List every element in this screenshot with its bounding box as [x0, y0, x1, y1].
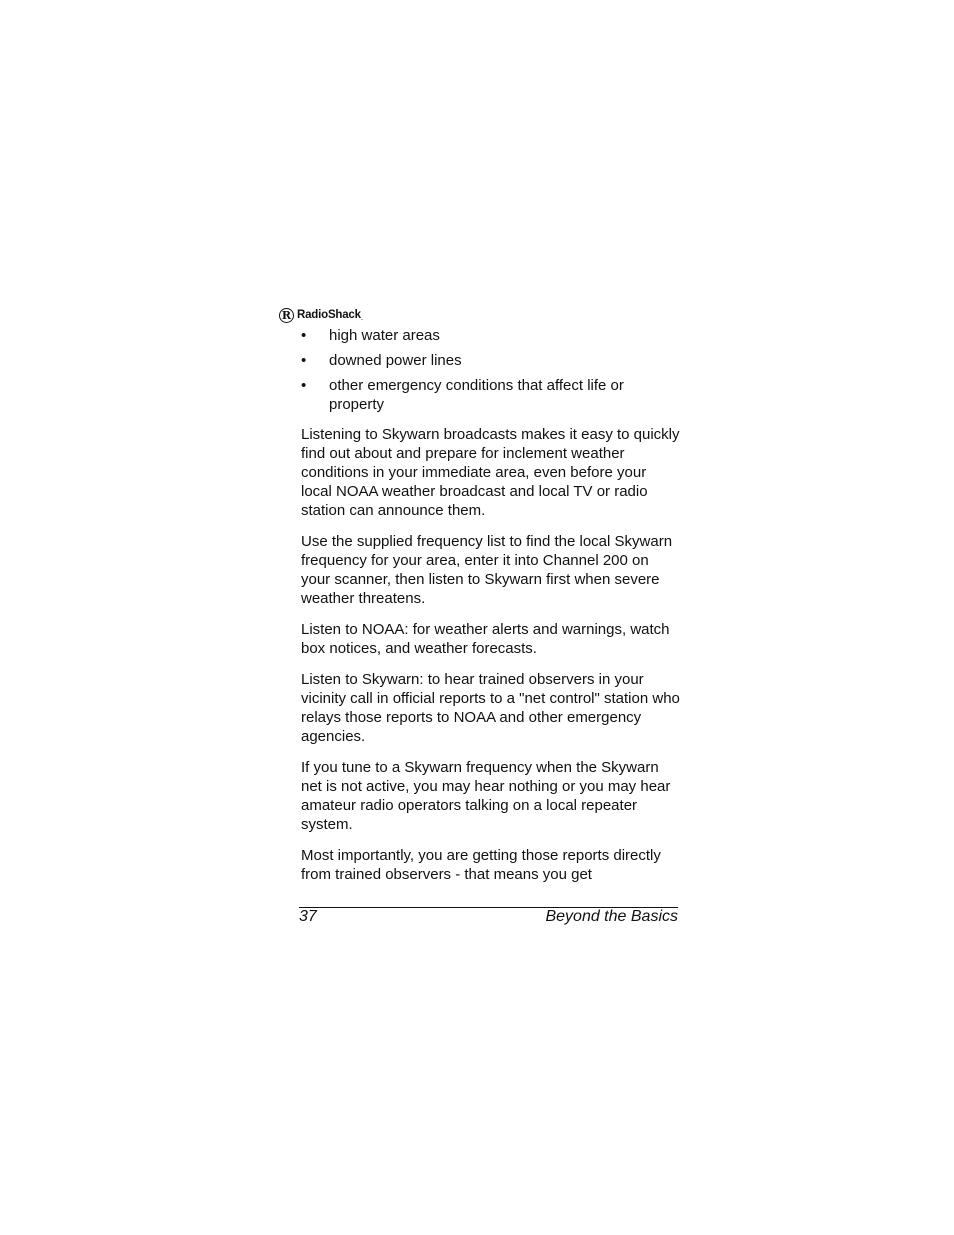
section-title: Beyond the Basics — [545, 908, 678, 925]
list-item-text: other emergency conditions that affect life or property — [329, 377, 624, 413]
bullet-icon: • — [301, 377, 307, 394]
radioshack-logo — [279, 306, 363, 324]
registered-r-icon: R — [279, 308, 294, 323]
page-footer — [299, 907, 678, 926]
list-item-text: high water areas — [329, 327, 440, 344]
list-item — [301, 351, 681, 370]
list-item — [301, 376, 681, 414]
page-number: 37 — [299, 908, 317, 925]
logo-dot: . — [360, 313, 364, 322]
paragraph: If you tune to a Skywarn frequency when the Skywarn net is not active, you may hear nothing or you may hear amateur radio operators talking on a local repeater system. — [301, 759, 671, 833]
list-item-text: downed power lines — [329, 352, 462, 369]
paragraph: Listen to NOAA: for weather alerts and warnings, watch box notices, and weather forecasts. — [301, 621, 670, 657]
logo-wordmark: RadioShack — [297, 309, 361, 321]
bullet-icon: • — [301, 327, 307, 344]
paragraph: Listen to Skywarn: to hear trained observers in your vicinity call in official reports to a "net control" station who relays those reports to NOAA and other emergency agencies. — [301, 671, 680, 745]
bullet-icon: • — [301, 352, 307, 369]
bullet-list — [301, 326, 681, 414]
list-item — [301, 326, 681, 345]
paragraph: Use the supplied frequency list to find the local Skywarn frequency for your area, enter it into Channel 200 on your scanner, then listen to Skywarn first when severe weather threatens. — [301, 533, 673, 607]
paragraph: Listening to Skywarn broadcasts makes it easy to quickly find out about and prepare for inclement weather conditions in your immediate area, even before your local NOAA weather broadcast and local TV or radio station can announce them. — [301, 426, 680, 519]
page-body — [301, 326, 681, 884]
paragraphs — [301, 425, 681, 884]
paragraph: Most importantly, you are getting those reports directly from trained observers - that means you get — [301, 847, 661, 883]
